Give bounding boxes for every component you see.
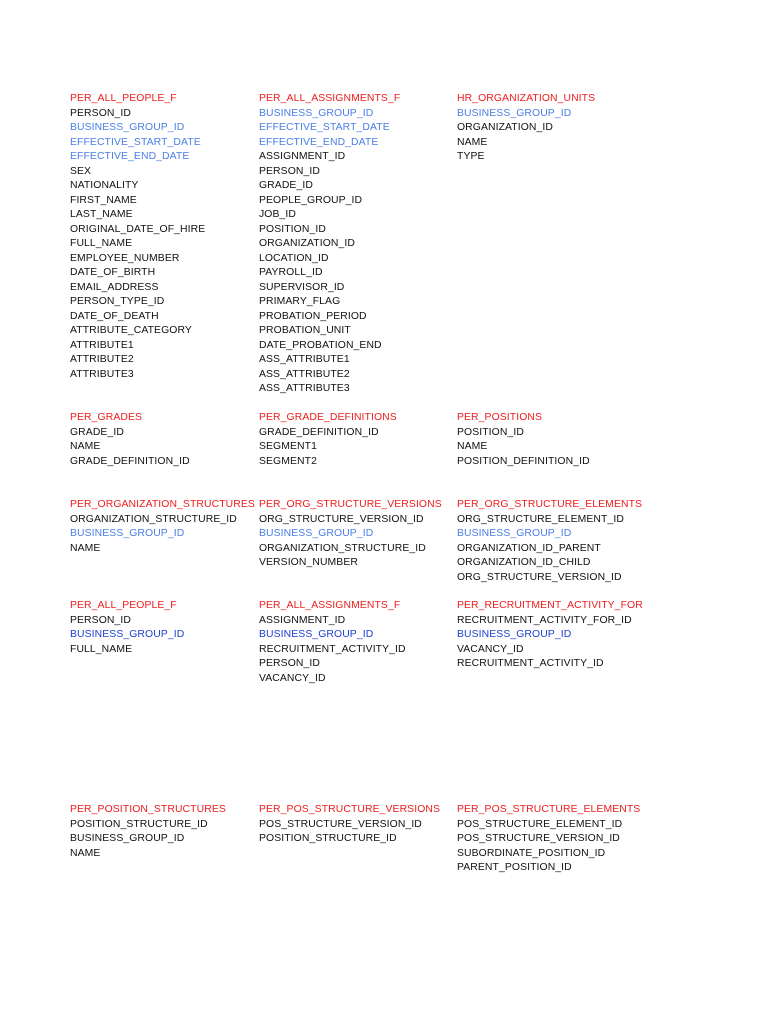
table-name: PER_POSITION_STRUCTURES xyxy=(70,804,226,815)
column-name: PERSON_ID xyxy=(70,614,131,626)
column-name: ORGANIZATION_ID xyxy=(457,122,553,133)
column-name: ATTRIBUTE_CATEGORY xyxy=(70,325,192,336)
column-name: DATE_OF_BIRTH xyxy=(70,267,156,278)
column-name: PRIMARY_FLAG xyxy=(259,296,341,307)
column-name: LAST_NAME xyxy=(70,209,133,220)
column-name: ORG_STRUCTURE_VERSION_ID xyxy=(457,571,622,583)
column-name: VACANCY_ID xyxy=(259,672,326,684)
column-name: PEOPLE_GROUP_ID xyxy=(259,194,363,206)
table-block-per-organization-structures xyxy=(70,498,270,556)
column-name: SEX xyxy=(70,165,92,177)
table-block-hr-organization-units xyxy=(457,92,657,165)
column-name: EFFECTIVE_START_DATE xyxy=(259,122,390,133)
column-name: RECRUITMENT_ACTIVITY_ID xyxy=(457,658,604,669)
column-name: SUPERVISOR_ID xyxy=(259,281,345,293)
column-name: PROBATION_UNIT xyxy=(259,325,351,336)
table-name: PER_ALL_ASSIGNMENTS_F xyxy=(259,93,401,104)
column-name: NATIONALITY xyxy=(70,180,139,191)
column-name: EFFECTIVE_END_DATE xyxy=(70,151,190,162)
column-name: DATE_PROBATION_END xyxy=(259,339,382,351)
table-name: PER_POS_STRUCTURE_ELEMENTS xyxy=(457,804,641,815)
table-name: PER_ALL_PEOPLE_F xyxy=(70,93,177,104)
column-name: DATE_OF_DEATH xyxy=(70,310,159,322)
column-name: ATTRIBUTE1 xyxy=(70,339,134,351)
column-name: BUSINESS_GROUP_ID xyxy=(457,528,572,539)
column-name: POS_STRUCTURE_ELEMENT_ID xyxy=(457,818,623,830)
column-name: ORGANIZATION_ID xyxy=(259,238,355,249)
column-name: FIRST_NAME xyxy=(70,194,137,206)
column-name: POSITION_ID xyxy=(457,426,524,438)
column-name: NAME xyxy=(70,441,101,452)
table-block-per-positions xyxy=(457,411,657,469)
column-name: EFFECTIVE_START_DATE xyxy=(70,136,201,148)
table-block-per-all-assignments-f xyxy=(259,92,459,397)
column-name: NAME xyxy=(457,136,488,148)
column-name: ATTRIBUTE3 xyxy=(70,368,134,380)
column-name: BUSINESS_GROUP_ID xyxy=(457,629,572,640)
column-name: FULL_NAME xyxy=(70,238,133,249)
column-name: EMAIL_ADDRESS xyxy=(70,281,159,293)
column-name: ORGANIZATION_ID_PARENT xyxy=(457,542,601,554)
column-name: TYPE xyxy=(457,151,485,162)
table-block-per-recruitment-activity-for xyxy=(457,599,657,672)
column-name: BUSINESS_GROUP_ID xyxy=(70,629,185,640)
column-name: PERSON_ID xyxy=(259,165,320,177)
table-block-per-all-people-f xyxy=(70,92,270,382)
column-name: ORG_STRUCTURE_VERSION_ID xyxy=(259,513,424,525)
column-name: PERSON_ID xyxy=(259,658,320,669)
column-name: VERSION_NUMBER xyxy=(259,557,358,568)
column-name: ASS_ATTRIBUTE1 xyxy=(259,354,350,365)
table-block-per-grades xyxy=(70,411,270,469)
column-name: POSITION_STRUCTURE_ID xyxy=(259,833,397,844)
column-name: GRADE_ID xyxy=(259,180,313,191)
column-name: ORIGINAL_DATE_OF_HIRE xyxy=(70,223,206,235)
column-name: ASSIGNMENT_ID xyxy=(259,151,346,162)
table-block-per-position-structures xyxy=(70,803,270,861)
column-name: POSITION_STRUCTURE_ID xyxy=(70,818,208,830)
column-name: RECRUITMENT_ACTIVITY_ID xyxy=(259,643,406,655)
column-name: RECRUITMENT_ACTIVITY_FOR_ID xyxy=(457,614,632,626)
column-name: PERSON_ID xyxy=(70,107,131,119)
column-name: GRADE_DEFINITION_ID xyxy=(259,426,379,438)
table-name: PER_ORG_STRUCTURE_ELEMENTS xyxy=(457,499,643,510)
column-name: JOB_ID xyxy=(259,209,296,220)
table-name: PER_ORG_STRUCTURE_VERSIONS xyxy=(259,499,442,510)
table-name: PER_POS_STRUCTURE_VERSIONS xyxy=(259,804,441,815)
column-name: ASSIGNMENT_ID xyxy=(259,614,346,626)
column-name: GRADE_DEFINITION_ID xyxy=(70,455,190,467)
table-name: PER_ORGANIZATION_STRUCTURES xyxy=(70,499,255,510)
column-name: ORG_STRUCTURE_ELEMENT_ID xyxy=(457,513,624,525)
table-name: PER_POSITIONS xyxy=(457,412,543,423)
table-block-per-pos-structure-elements xyxy=(457,803,657,876)
column-name: EFFECTIVE_END_DATE xyxy=(259,136,379,148)
column-name: BUSINESS_GROUP_ID xyxy=(70,528,185,539)
table-name: PER_ALL_PEOPLE_F xyxy=(70,600,177,611)
table-block-per-grade-definitions xyxy=(259,411,459,469)
column-name: LOCATION_ID xyxy=(259,252,329,264)
column-name: ASS_ATTRIBUTE3 xyxy=(259,383,350,394)
column-name: SEGMENT1 xyxy=(259,441,317,452)
column-name: POS_STRUCTURE_VERSION_ID xyxy=(457,833,620,844)
column-name: ASS_ATTRIBUTE2 xyxy=(259,368,350,380)
column-name: BUSINESS_GROUP_ID xyxy=(70,833,185,844)
column-name: PERSON_TYPE_ID xyxy=(70,296,165,307)
table-block-per-all-people-f-2 xyxy=(70,599,270,657)
column-name: VACANCY_ID xyxy=(457,643,524,655)
column-name: ATTRIBUTE2 xyxy=(70,354,134,365)
column-name: ORGANIZATION_STRUCTURE_ID xyxy=(70,513,237,525)
column-name: ORGANIZATION_STRUCTURE_ID xyxy=(259,542,426,554)
table-block-per-all-assignments-f-2 xyxy=(259,599,459,686)
column-name: POSITION_DEFINITION_ID xyxy=(457,455,590,467)
column-name: SEGMENT2 xyxy=(259,455,317,467)
column-name: NAME xyxy=(457,441,488,452)
column-name: FULL_NAME xyxy=(70,643,133,655)
column-name: PARENT_POSITION_ID xyxy=(457,862,572,873)
table-block-per-org-structure-versions xyxy=(259,498,459,571)
table-block-per-org-structure-elements xyxy=(457,498,657,585)
table-name: PER_RECRUITMENT_ACTIVITY_FOR xyxy=(457,600,643,611)
column-name: GRADE_ID xyxy=(70,426,124,438)
column-name: POSITION_ID xyxy=(259,223,326,235)
table-name: HR_ORGANIZATION_UNITS xyxy=(457,93,596,104)
table-name: PER_GRADES xyxy=(70,412,143,423)
table-block-per-pos-structure-versions xyxy=(259,803,459,847)
column-name: NAME xyxy=(70,847,101,859)
column-name: BUSINESS_GROUP_ID xyxy=(259,528,374,539)
column-name: BUSINESS_GROUP_ID xyxy=(259,107,374,119)
table-name: PER_ALL_ASSIGNMENTS_F xyxy=(259,600,401,611)
column-name: SUBORDINATE_POSITION_ID xyxy=(457,847,606,859)
column-name: ORGANIZATION_ID_CHILD xyxy=(457,557,591,568)
column-name: NAME xyxy=(70,542,101,554)
column-name: PROBATION_PERIOD xyxy=(259,310,367,322)
column-name: PAYROLL_ID xyxy=(259,267,323,278)
column-name: BUSINESS_GROUP_ID xyxy=(259,629,374,640)
column-name: EMPLOYEE_NUMBER xyxy=(70,252,180,264)
table-name: PER_GRADE_DEFINITIONS xyxy=(259,412,397,423)
column-name: BUSINESS_GROUP_ID xyxy=(70,122,185,133)
column-name: BUSINESS_GROUP_ID xyxy=(457,107,572,119)
column-name: POS_STRUCTURE_VERSION_ID xyxy=(259,818,422,830)
